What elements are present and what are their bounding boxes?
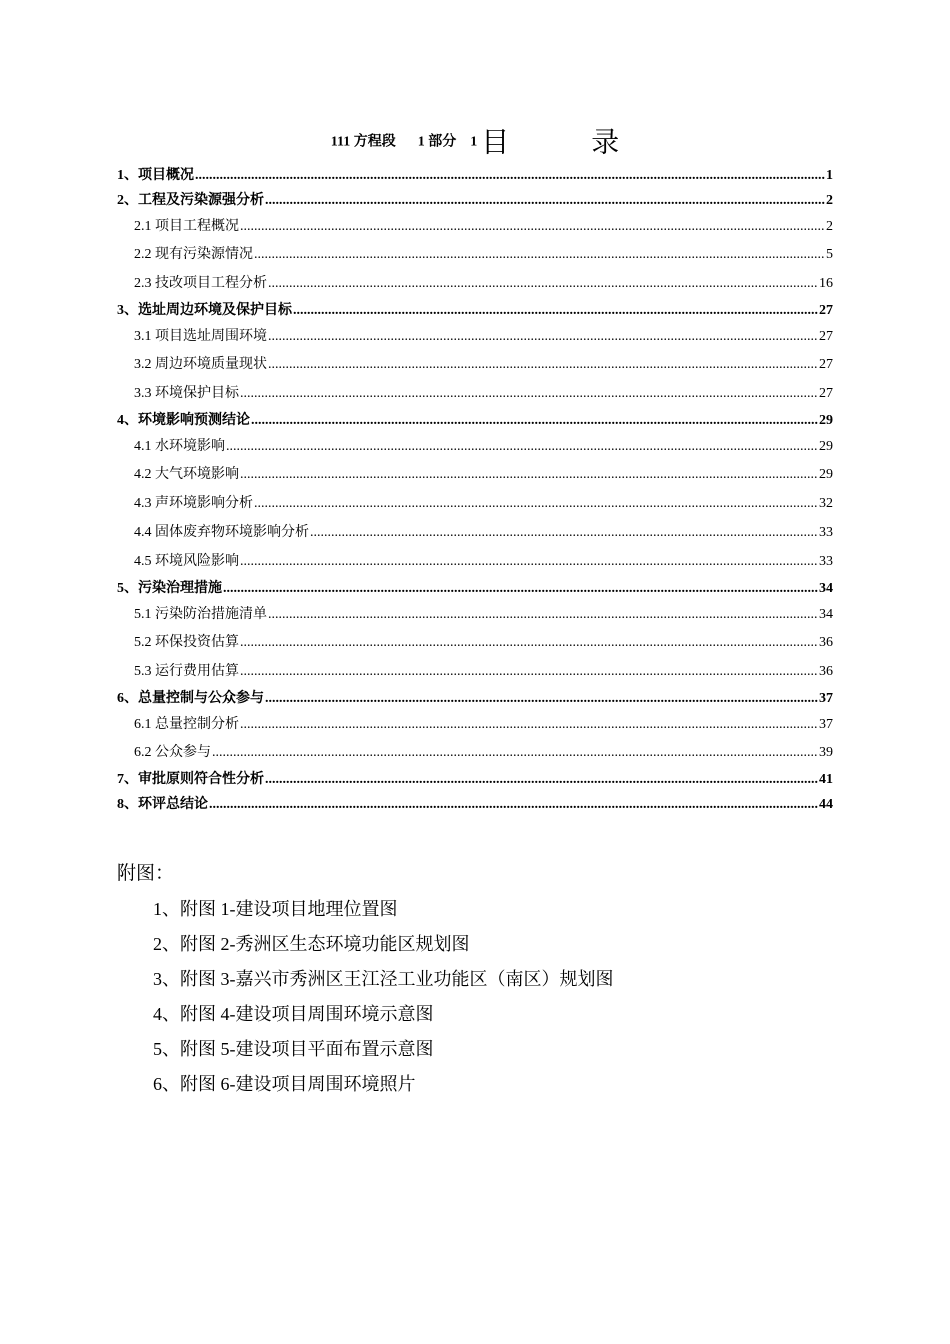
toc-entry-label: 2.3 技改项目工程分析 [134, 276, 267, 291]
toc-entry-label: 8、环评总结论 [117, 797, 208, 812]
toc-leader-dots [268, 269, 818, 298]
toc-entry-page: 44 [819, 797, 833, 812]
figure-list-item: 6、附图 6-建设项目周围环境照片 [153, 1074, 416, 1094]
toc-leader-dots [240, 711, 818, 738]
toc-leader-dots [240, 657, 818, 686]
toc-entry[interactable] [117, 767, 833, 792]
toc-entry[interactable] [117, 408, 833, 433]
toc-leader-dots [226, 433, 818, 460]
table-of-contents [117, 163, 833, 817]
figures-list [153, 893, 614, 1103]
toc-entry[interactable] [117, 379, 833, 408]
toc-entry-label: 1、项目概况 [117, 168, 194, 183]
toc-entry[interactable] [117, 518, 833, 547]
toc-entry-label: 3.2 周边环境质量现状 [134, 357, 267, 372]
toc-leader-dots [240, 628, 818, 657]
toc-entry[interactable] [117, 298, 833, 323]
toc-leader-dots [209, 792, 818, 817]
toc-entry-label: 5、污染治理措施 [117, 581, 222, 596]
toc-entry-label: 4.3 声环境影响分析 [134, 496, 253, 511]
toc-leader-dots [254, 489, 818, 518]
toc-entry-page: 36 [819, 664, 833, 679]
title-prefix-3: 1 [470, 134, 478, 150]
title-prefix-2: 1 部分 [417, 134, 457, 150]
toc-entry-page: 34 [819, 607, 833, 622]
toc-entry-label: 6.1 总量控制分析 [134, 717, 239, 732]
toc-entry[interactable] [117, 188, 833, 213]
figure-list-item: 5、附图 5-建设项目平面布置示意图 [153, 1039, 434, 1059]
toc-entry-page: 27 [819, 386, 833, 401]
figure-list-item: 1、附图 1-建设项目地理位置图 [153, 899, 398, 919]
toc-entry-label: 2.2 现有污染源情况 [134, 247, 253, 262]
toc-title [0, 122, 950, 162]
toc-leader-dots [195, 163, 825, 188]
toc-leader-dots [254, 240, 825, 269]
toc-entry-label: 4.2 大气环境影响 [134, 467, 239, 482]
toc-entry-page: 33 [819, 525, 833, 540]
toc-leader-dots [265, 188, 825, 213]
figure-list-item: 2、附图 2-秀洲区生态环境功能区规划图 [153, 934, 470, 954]
toc-entry[interactable] [117, 547, 833, 576]
toc-entry-page: 29 [819, 439, 833, 454]
toc-entry-page: 32 [819, 496, 833, 511]
toc-entry-page: 2 [826, 193, 833, 208]
toc-entry-label: 4.1 水环境影响 [134, 439, 225, 454]
toc-entry-label: 5.1 污染防治措施清单 [134, 607, 267, 622]
toc-entry-page: 2 [826, 219, 833, 234]
toc-entry[interactable] [117, 213, 833, 240]
toc-entry[interactable] [117, 657, 833, 686]
toc-entry-page: 37 [819, 717, 833, 732]
toc-entry[interactable] [117, 163, 833, 188]
toc-leader-dots [212, 738, 818, 767]
toc-leader-dots [240, 460, 818, 489]
toc-leader-dots [268, 350, 818, 379]
toc-entry-label: 6、总量控制与公众参与 [117, 691, 264, 706]
toc-entry-page: 27 [819, 303, 833, 318]
toc-leader-dots [268, 601, 818, 628]
toc-entry-label: 3.1 项目选址周围环境 [134, 329, 267, 344]
toc-entry-label: 5.3 运行费用估算 [134, 664, 239, 679]
toc-entry-page: 37 [819, 691, 833, 706]
toc-entry-label: 3.3 环境保护目标 [134, 386, 239, 401]
toc-leader-dots [293, 298, 818, 323]
toc-leader-dots [265, 767, 818, 792]
toc-entry-label: 4、环境影响预测结论 [117, 413, 250, 428]
toc-entry[interactable] [117, 686, 833, 711]
figure-list-item: 3、附图 3-嘉兴市秀洲区王江泾工业功能区（南区）规划图 [153, 969, 614, 989]
toc-leader-dots [310, 518, 818, 547]
title-main-1: 目 [481, 125, 510, 159]
toc-leader-dots [240, 547, 818, 576]
toc-entry[interactable] [117, 269, 833, 298]
toc-leader-dots [240, 213, 825, 240]
figures-heading: 附图： [117, 863, 175, 884]
toc-entry[interactable] [117, 240, 833, 269]
toc-entry-label: 3、选址周边环境及保护目标 [117, 303, 292, 318]
title-main-2: 录 [591, 125, 620, 159]
toc-entry-label: 4.4 固体废弃物环境影响分析 [134, 525, 309, 540]
toc-leader-dots [268, 323, 818, 350]
title-prefix-1: 111 方程段 [330, 134, 396, 150]
toc-entry-page: 36 [819, 635, 833, 650]
toc-entry-page: 1 [826, 168, 833, 183]
toc-entry[interactable] [117, 711, 833, 738]
toc-entry-page: 5 [826, 247, 833, 262]
toc-entry[interactable] [117, 601, 833, 628]
toc-entry-label: 7、审批原则符合性分析 [117, 772, 264, 787]
toc-entry[interactable] [117, 576, 833, 601]
toc-entry[interactable] [117, 350, 833, 379]
toc-entry-label: 2、工程及污染源强分析 [117, 193, 264, 208]
toc-entry-page: 27 [819, 357, 833, 372]
figure-list-item: 4、附图 4-建设项目周围环境示意图 [153, 1004, 434, 1024]
toc-entry-page: 29 [819, 467, 833, 482]
toc-entry-page: 29 [819, 413, 833, 428]
toc-leader-dots [251, 408, 818, 433]
toc-entry-page: 41 [819, 772, 833, 787]
toc-entry[interactable] [117, 738, 833, 767]
toc-entry[interactable] [117, 489, 833, 518]
toc-entry-page: 16 [819, 276, 833, 291]
toc-entry[interactable] [117, 433, 833, 460]
toc-entry-page: 39 [819, 745, 833, 760]
toc-leader-dots [240, 379, 818, 408]
toc-entry[interactable] [117, 323, 833, 350]
toc-leader-dots [265, 686, 818, 711]
toc-entry[interactable] [117, 460, 833, 489]
toc-leader-dots [223, 576, 818, 601]
toc-entry-label: 5.2 环保投资估算 [134, 635, 239, 650]
toc-entry-page: 27 [819, 329, 833, 344]
toc-entry-label: 6.2 公众参与 [134, 745, 211, 760]
toc-entry-page: 34 [819, 581, 833, 596]
toc-entry-label: 2.1 项目工程概况 [134, 219, 239, 234]
toc-entry[interactable] [117, 792, 833, 817]
toc-entry-page: 33 [819, 554, 833, 569]
toc-entry[interactable] [117, 628, 833, 657]
toc-entry-label: 4.5 环境风险影响 [134, 554, 239, 569]
